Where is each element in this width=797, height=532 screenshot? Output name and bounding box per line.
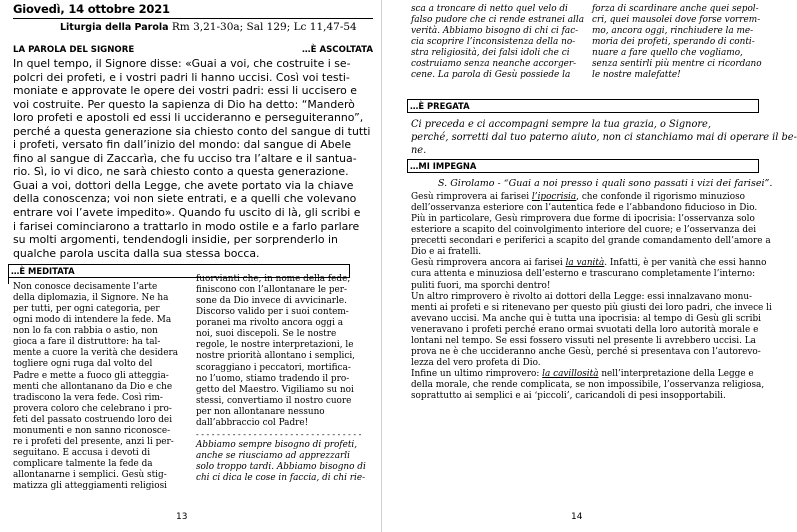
text-line xyxy=(411,336,761,347)
date-heading: Giovedì, 14 ottobre 2021 xyxy=(13,2,170,16)
text-segment: Gesù rimprovera ancora ai farisei xyxy=(411,258,566,269)
section-ascoltata: …È ASCOLTATA xyxy=(302,45,373,55)
text-segment: dell’osservanza esteriore con l’autentica fede e l’abbandono fiducioso in Dio. xyxy=(411,203,758,214)
text-line: mo, ancora oggi, rinchiudere la me- xyxy=(592,26,754,37)
text-line: nostre priorità allontano i semplici, xyxy=(196,351,355,362)
text-line: Padre e mette a fuoco gli atteggia- xyxy=(13,370,169,381)
text-line: complicare talmente la fede da xyxy=(13,459,153,469)
text-line: voi costruite. Per questo la sapienza di Dio ha detto: “Manderò xyxy=(13,97,355,111)
text-line: menti che allontanano da Dio e che xyxy=(13,381,173,392)
text-line: perché a questa generazione sia chiesto conto del sangue di tutti xyxy=(13,124,371,138)
text-line: gioca a fare il distruttore: ha tal- xyxy=(13,337,161,348)
text-segment: Infine un ultimo rimprovero: xyxy=(411,369,543,379)
text-segment: puliti fuori, ma sporchi dentro! xyxy=(411,280,551,291)
text-line: ogni modo di intendere la fede. Ma xyxy=(13,315,172,326)
text-line xyxy=(411,358,761,369)
text-line xyxy=(411,347,761,358)
text-segment: esteriore a scapito del coinvolgimento interiore del cuore; e l’osservanza dei xyxy=(411,225,757,236)
text-line: re i profeti del presente, anzi li per- xyxy=(13,436,174,447)
text-line: dall’abbraccio col Padre! xyxy=(196,417,309,428)
text-segment: lontani nel tempo. Se essi fossero vissuti nel presente li avrebbero uccisi. La xyxy=(411,335,756,346)
text-line: costruiamo senza neanche accorger- xyxy=(411,59,577,70)
text-line: no l’uomo, stiamo tradendo il pro- xyxy=(196,373,350,384)
text-line: scoraggiano i peccatori, mortifica- xyxy=(196,362,351,373)
text-segment: menti ai profeti e si ritenevano per questo più giusti dei loro padri, che invece li xyxy=(411,302,772,313)
text-segment: lezza del vero profeta di Dio. xyxy=(411,357,541,368)
text-line: della conoscenza; voi non siete entrati, e a quelli che volevano xyxy=(13,192,357,206)
text-line xyxy=(411,192,761,203)
text-line: per non allontanare nessuno xyxy=(196,406,325,417)
text-line: monumenti e non sanno riconosce- xyxy=(13,425,171,436)
impegna-heading: …MI IMPEGNA xyxy=(410,161,477,171)
text-line: Guai a voi, dottori della Legge, che avete portato via la chiave xyxy=(13,178,354,192)
underlined-term: la cavillosità xyxy=(542,369,599,379)
text-line: verità. Abbiamo bisogno di chi ci fac- xyxy=(411,26,579,37)
text-line: regole, le nostre interpretazioni, le xyxy=(196,340,354,351)
text-line: finiscono con l’allontanare le per- xyxy=(196,285,348,296)
text-line: anche se riusciamo ad apprezzarli xyxy=(196,451,350,461)
pregata-box xyxy=(407,99,759,113)
text-line: solo troppo tardi. Abbiamo bisogno di xyxy=(196,462,366,473)
text-segment: veneravano i profeti perché erano ormai svuotati della loro autorità morale e xyxy=(411,324,759,335)
liturgy-line xyxy=(60,21,380,33)
left-page xyxy=(0,0,382,532)
text-segment: Un altro rimprovero è rivolto ai dottori della Legge: essi innalzavano monu- xyxy=(411,291,753,302)
text-line xyxy=(411,380,765,391)
text-segment: cura attenta e minuziosa dell’esterno e trascurano completamente l’interno: xyxy=(411,269,756,280)
prayer-text xyxy=(411,118,797,157)
dashed-separator: - - - - - - - - - - - - - - - - - - - - - - - - - - - - - - - - xyxy=(196,429,362,439)
text-line: tradiscono la vera fede. Così rim- xyxy=(13,392,163,403)
text-line xyxy=(411,314,761,325)
text-line: per tutti, per ogni categoria, per xyxy=(13,304,160,315)
text-line: mente a cuore la verità che desidera xyxy=(13,348,179,359)
text-segment: . Infatti, è per vanità che essi hanno xyxy=(604,258,767,269)
text-line: Abbiamo sempre bisogno di profeti, xyxy=(196,439,358,450)
text-line: provera coloro che celebrano i pro- xyxy=(13,403,172,414)
section-parola: LA PAROLA DEL SIGNORE xyxy=(13,45,135,55)
text-line: matizza gli atteggiamenti religiosi xyxy=(13,481,167,492)
text-line: Discorso valido per i suoi contem- xyxy=(196,307,349,318)
quote-author: S. Girolamo - xyxy=(438,178,501,189)
text-line xyxy=(411,214,761,225)
text-line: sca a troncare di netto quel velo di xyxy=(411,4,568,14)
liturgy-refs: Rm 3,21-30a; Sal 129; Lc 11,47-54 xyxy=(171,21,357,33)
right-page xyxy=(383,0,797,532)
text-line xyxy=(411,281,761,292)
meditata-column-1 xyxy=(13,282,179,492)
meditata-heading: …È MEDITATA xyxy=(11,266,75,276)
text-segment: Dio e ai fratelli. xyxy=(411,247,482,258)
text-line xyxy=(411,203,761,214)
text-line: i farisei cominciarono a trattarlo in modo ostile e a farlo parlare xyxy=(13,219,360,233)
text-line: cene. La parola di Gesù possiede la xyxy=(411,70,571,81)
text-line: allontanarne i semplici. Gesù stig- xyxy=(13,470,167,481)
text-line: senza sentirli più mentre ci ricordano xyxy=(592,59,762,70)
text-line: Ci preceda e ci accompagni sempre la tua grazia, o Signore, xyxy=(411,119,711,130)
text-segment: Gesù rimprovera ai farisei xyxy=(411,192,532,202)
text-segment: della morale, che rende complicata, se non impossibile, l’osservanza religiosa, xyxy=(411,380,765,391)
text-line: loro profeti e apostoli ed essi li uccideranno e perseguiteranno”, xyxy=(13,111,364,125)
text-line: ne. xyxy=(411,145,427,156)
text-line xyxy=(411,369,761,380)
impegna-text xyxy=(411,192,772,402)
page-number-right: 14 xyxy=(571,512,583,522)
text-line: In quel tempo, il Signore disse: «Guai a voi, che costruite i se- xyxy=(13,57,351,70)
text-line: non lo fa con rabbia o astio, non xyxy=(13,326,158,337)
text-segment: nell’interpretazione della Legge e xyxy=(598,369,754,379)
text-line xyxy=(411,269,761,280)
text-line: cri, quei mausolei dove forse vorrem- xyxy=(592,15,761,26)
meditata-column-2 xyxy=(196,274,366,484)
text-line: i profeti, versato fin dall’inizio del mondo: dal sangue di Abele xyxy=(13,138,352,152)
text-line xyxy=(411,258,767,269)
text-line: su molti argomenti, tendendogli insidie, per sorprenderlo in xyxy=(13,233,338,247)
text-segment: precetti secondari e periferici a scapito del grande comandamento dell’amore a xyxy=(411,236,771,247)
text-line: della diplomazia, il Signore. Ne ha xyxy=(13,293,169,304)
text-line xyxy=(411,292,761,303)
text-line: poranei ma rivolto ancora oggi a xyxy=(196,318,344,329)
text-line xyxy=(411,247,761,258)
text-line: polcri dei profeti, e i vostri padri li hanno uccisi. Così voi testi- xyxy=(13,70,350,84)
text-line xyxy=(411,225,761,236)
text-line: falso pudore che ci rende estranei alla xyxy=(411,15,585,26)
quote-text: “Guai a noi presso i quali sono passati i vizi dei farisei”. xyxy=(503,178,773,189)
text-line: noi, suoi discepoli. Se le nostre xyxy=(196,329,337,340)
text-line: forza di scardinare anche quei sepol- xyxy=(592,4,759,14)
text-line: perché, sorretti dal tuo paterno aiuto, non ci stanchiamo mai di operare il be- xyxy=(411,132,797,143)
text-segment: Più in particolare, Gesù rimprovera due forme di ipocrisia: l’osservanza solo xyxy=(411,214,755,225)
top-rule xyxy=(13,18,373,19)
text-line xyxy=(411,236,771,247)
text-line: rio. Sì, io vi dico, ne sarà chiesto conto a questa generazione. xyxy=(13,165,349,179)
text-line: seguitano. E accusa i devoti di xyxy=(13,447,151,458)
text-segment: avevano uccisi. Ma anche qui è tutta una ipocrisia: al tempo di Gesù gli scribi xyxy=(411,313,761,324)
text-line xyxy=(411,302,772,314)
meditata-left-bracket xyxy=(8,264,9,284)
text-line: qualche parola uscita dalla sua stessa bocca. xyxy=(13,246,260,260)
text-line: fuorvianti che, in nome della fede, xyxy=(196,274,351,284)
text-line xyxy=(411,325,761,336)
liturgy-label: Liturgia della Parola xyxy=(60,22,169,33)
text-line: fino al sangue di Zaccarìa, che fu ucciso tra l’altare e il santua- xyxy=(13,151,357,165)
pregata-heading: …È PREGATA xyxy=(410,101,470,111)
text-line: moria dei profeti, sperando di conti- xyxy=(592,37,755,48)
gospel-text xyxy=(13,57,375,260)
text-line: le nostre malefatte! xyxy=(592,70,681,81)
text-line xyxy=(411,391,761,402)
text-line: cia scoprire l’inconsistenza della no- xyxy=(411,37,576,48)
page-number-left: 13 xyxy=(176,512,188,522)
text-line: getto del Maestro. Vigiliamo su noi xyxy=(196,384,354,395)
text-segment: soprattutto ai semplici e ai ‘piccoli’, caricandoli di pesi insopportabili. xyxy=(411,391,726,402)
text-line: feti del passato costruendo loro dei xyxy=(13,414,173,425)
text-line: stessi, convertiamo il nostro cuore xyxy=(196,395,352,406)
text-line: stra religiosità, dei falsi idoli che ci xyxy=(411,48,570,59)
text-line: chi ci dica le cose in faccia, di chi rie- xyxy=(196,473,366,484)
text-line: nuare a fare quello che vogliamo, xyxy=(592,48,743,59)
underlined-term: l’ipocrisia xyxy=(531,192,577,202)
text-line: entrare voi l’avete impedito». Quando fu uscito di là, gli scribi e xyxy=(13,206,361,220)
text-line: sone da Dio invece di avvicinarle. xyxy=(196,296,347,307)
text-line: togliere ogni ruga dal volto del xyxy=(13,359,153,370)
impegna-box xyxy=(407,159,759,173)
underlined-term: la vanità xyxy=(565,258,605,269)
text-segment: , che confonde il rigorismo minuzioso xyxy=(576,192,745,202)
right-column-2 xyxy=(592,4,762,81)
text-line: moniate e approvate le opere dei vostri padri: essi li uccisero e xyxy=(13,84,357,98)
text-segment: prova ne è che uccideranno anche Gesù, perché si presentava con l’autorevo- xyxy=(411,346,761,357)
quote-line xyxy=(438,178,772,189)
text-line: Non conosce decisamente l’arte xyxy=(13,282,158,292)
right-column-1 xyxy=(411,4,585,81)
